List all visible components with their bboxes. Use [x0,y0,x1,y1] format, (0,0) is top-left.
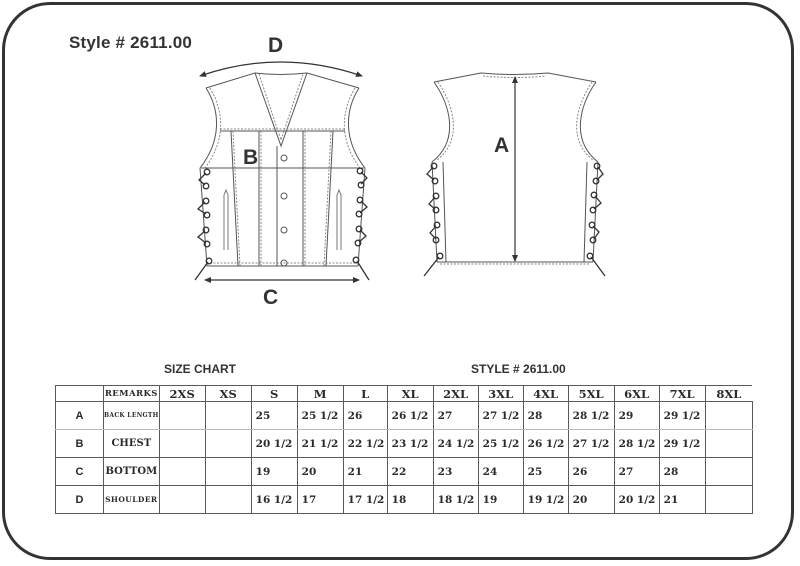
header-size: 6XL [614,386,659,402]
table-cell [705,402,752,430]
table-cell: 27 [433,402,478,430]
header-size: 4XL [523,386,568,402]
front-vest-drawing [195,62,369,280]
header-size: XL [387,386,433,402]
label-a: A [494,134,510,157]
table-cell: 25 [251,402,297,430]
row-letter: D [56,486,104,514]
table-cell: 19 [478,486,523,514]
header-size: S [251,386,297,402]
header-size: 8XL [705,386,752,402]
table-cell: 22 [387,458,433,486]
row-remark: BACK LENGTH [104,402,160,430]
label-b: B [243,146,259,169]
row-letter: C [56,458,104,486]
table-cell: 25 1/2 [478,430,523,458]
table-cell: 26 1/2 [387,402,433,430]
table-cell: 26 1/2 [523,430,568,458]
header-size: 7XL [659,386,705,402]
table-header-row [56,386,753,402]
table-row-d [56,486,753,514]
table-cell: 24 1/2 [433,430,478,458]
table-cell: 26 [343,402,387,430]
table-row-c [56,458,753,486]
header-size: L [343,386,387,402]
table-cell: 29 [614,402,659,430]
table-cell [159,430,205,458]
table-cell [205,486,251,514]
table-cell [159,402,205,430]
table-cell: 18 [387,486,433,514]
table-cell: 28 1/2 [614,430,659,458]
table-cell: 19 1/2 [523,486,568,514]
table-row-b [56,430,753,458]
table-cell [705,458,752,486]
table-cell: 23 1/2 [387,430,433,458]
back-vest-drawing [424,73,605,276]
table-cell: 22 1/2 [343,430,387,458]
table-row-a [56,402,753,430]
table-cell [159,458,205,486]
table-cell [205,402,251,430]
table-cell: 27 1/2 [568,430,614,458]
table-cell: 25 [523,458,568,486]
header-size: 3XL [478,386,523,402]
table-cell: 28 [523,402,568,430]
table-cell: 19 [251,458,297,486]
size-chart-title: SIZE CHART [164,362,236,376]
table-cell: 17 [297,486,343,514]
row-letter: B [56,430,104,458]
row-letter: A [56,402,104,430]
table-cell: 29 1/2 [659,402,705,430]
header-size: 2XS [159,386,205,402]
header-corner [56,386,104,402]
table-cell: 20 [568,486,614,514]
header-remarks: REMARKS [104,386,160,402]
label-c: C [263,286,279,309]
table-cell: 21 [659,486,705,514]
size-chart-style: STYLE # 2611.00 [471,362,566,376]
table-cell: 28 1/2 [568,402,614,430]
table-cell: 27 1/2 [478,402,523,430]
style-title: Style # 2611.00 [69,33,193,52]
table-cell [205,458,251,486]
header-size: M [297,386,343,402]
header-size: XS [205,386,251,402]
table-cell: 24 [478,458,523,486]
table-cell [705,430,752,458]
label-d: D [268,34,284,57]
table-cell [159,486,205,514]
table-cell: 21 [343,458,387,486]
table-cell: 25 1/2 [297,402,343,430]
row-remark: CHEST [104,430,160,458]
table-cell: 23 [433,458,478,486]
row-remark: SHOULDER [104,486,160,514]
table-cell: 29 1/2 [659,430,705,458]
header-size: 2XL [433,386,478,402]
header-size: 5XL [568,386,614,402]
table-cell: 27 [614,458,659,486]
table-cell [705,486,752,514]
table-cell: 21 1/2 [297,430,343,458]
table-cell: 20 1/2 [614,486,659,514]
table-cell: 28 [659,458,705,486]
table-cell: 17 1/2 [343,486,387,514]
table-cell [205,430,251,458]
table-cell: 26 [568,458,614,486]
table-cell: 16 1/2 [251,486,297,514]
row-remark: BOTTOM [104,458,160,486]
table-cell: 18 1/2 [433,486,478,514]
table-cell: 20 [297,458,343,486]
table-cell: 20 1/2 [251,430,297,458]
size-chart-table [55,385,753,514]
